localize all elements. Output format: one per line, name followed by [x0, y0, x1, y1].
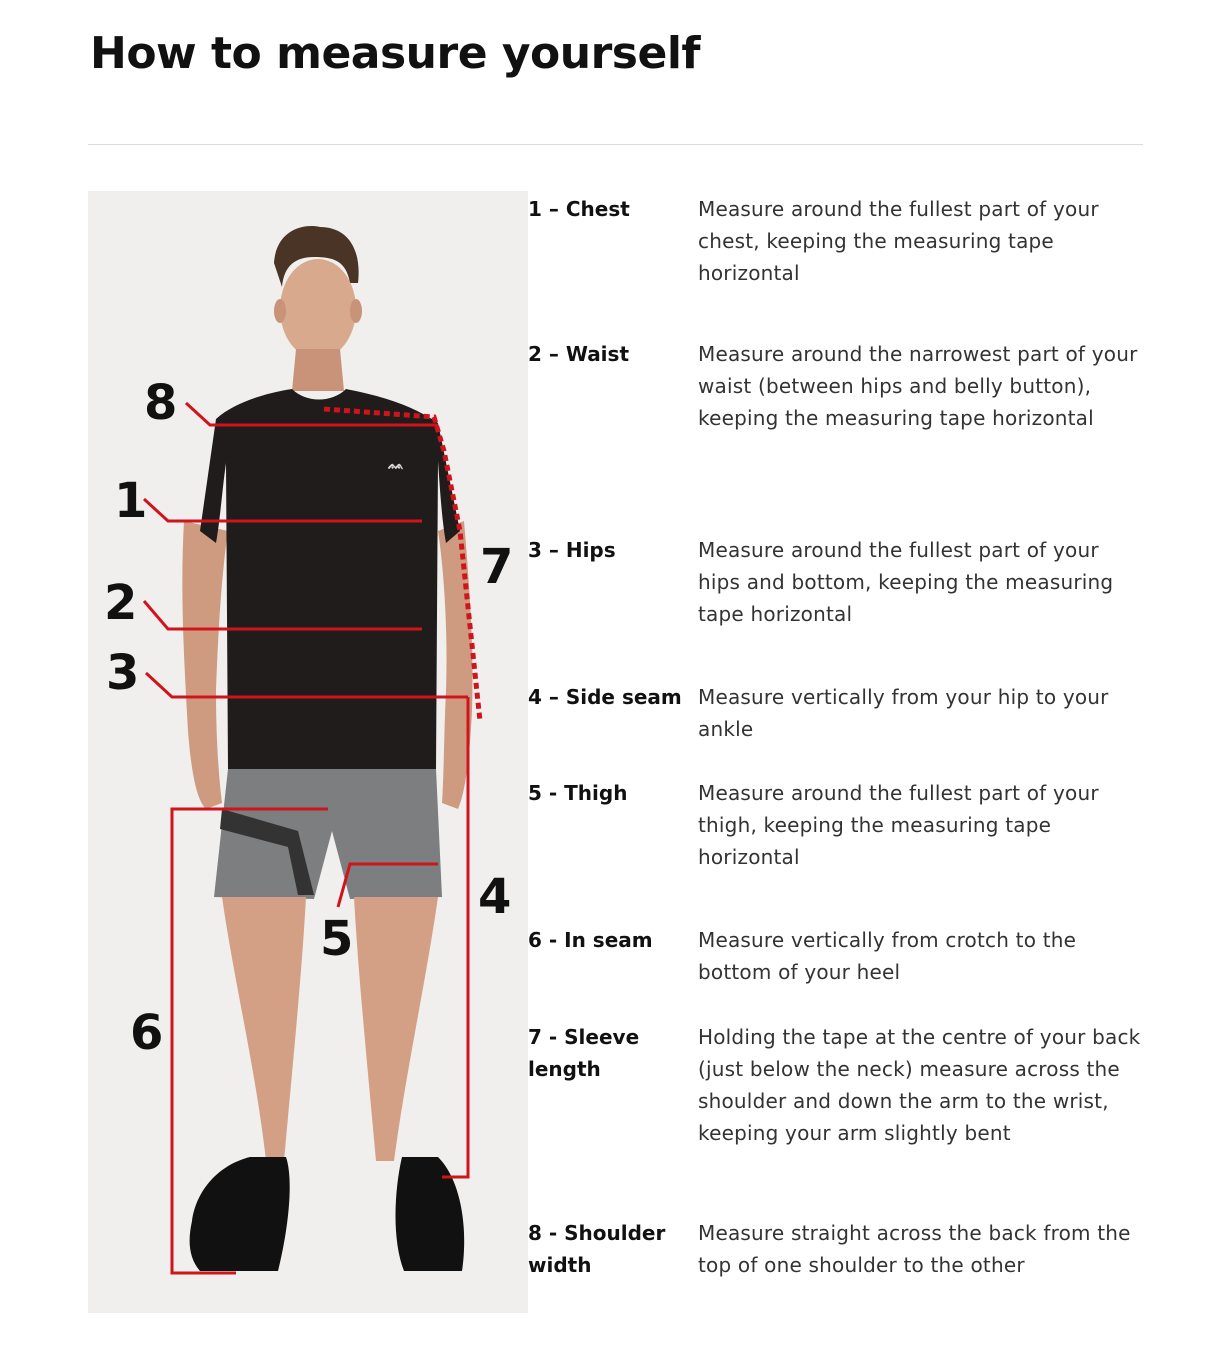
step-label-sleeve-length: 7 - Sleeve length	[528, 1025, 640, 1081]
marker-6: 6	[130, 1005, 164, 1061]
marker-3: 3	[106, 645, 140, 701]
step-label-side-seam: 4 – Side seam	[528, 685, 682, 709]
model-figure	[88, 191, 528, 1313]
step-description-hips: Measure around the fullest part of your hips and bottom, keeping the measuring tape horizontal	[698, 538, 1114, 626]
step-description-in-seam: Measure vertically from crotch to the bottom of your heel	[698, 928, 1077, 984]
marker-4: 4	[478, 869, 512, 925]
step-description-sleeve-length: Holding the tape at the centre of your back (just below the neck) measure across the shoulder and down the arm to the wrist, keeping your arm slightly bent	[698, 1025, 1141, 1145]
step-label-in-seam: 6 - In seam	[528, 928, 653, 952]
step-label-shoulder-width: 8 - Shoulder width	[528, 1221, 666, 1277]
logo-icon: ᨐ	[388, 457, 405, 473]
model-silhouette	[182, 226, 472, 1271]
step-label-hips: 3 – Hips	[528, 538, 616, 562]
step-label-thigh: 5 - Thigh	[528, 781, 628, 805]
title-divider	[88, 144, 1143, 145]
step-description-thigh: Measure around the fullest part of your thigh, keeping the measuring tape horizontal	[698, 781, 1099, 869]
page-title: How to measure yourself	[90, 28, 701, 79]
step-description-shoulder-width: Measure straight across the back from the top of one shoulder to the other	[698, 1221, 1131, 1277]
measurement-illustration	[88, 191, 528, 1313]
step-description-waist: Measure around the narrowest part of your waist (between hips and belly button), keeping the measuring tape horizontal	[698, 342, 1138, 430]
step-description-chest: Measure around the fullest part of your chest, keeping the measuring tape horizontal	[698, 197, 1099, 285]
marker-7: 7	[480, 539, 514, 595]
step-label-chest: 1 – Chest	[528, 197, 630, 221]
step-description-side-seam: Measure vertically from your hip to your ankle	[698, 685, 1109, 741]
marker-1: 1	[114, 473, 148, 529]
marker-2: 2	[104, 575, 138, 631]
step-label-waist: 2 – Waist	[528, 342, 630, 366]
marker-5: 5	[320, 911, 354, 967]
marker-8: 8	[144, 375, 178, 431]
